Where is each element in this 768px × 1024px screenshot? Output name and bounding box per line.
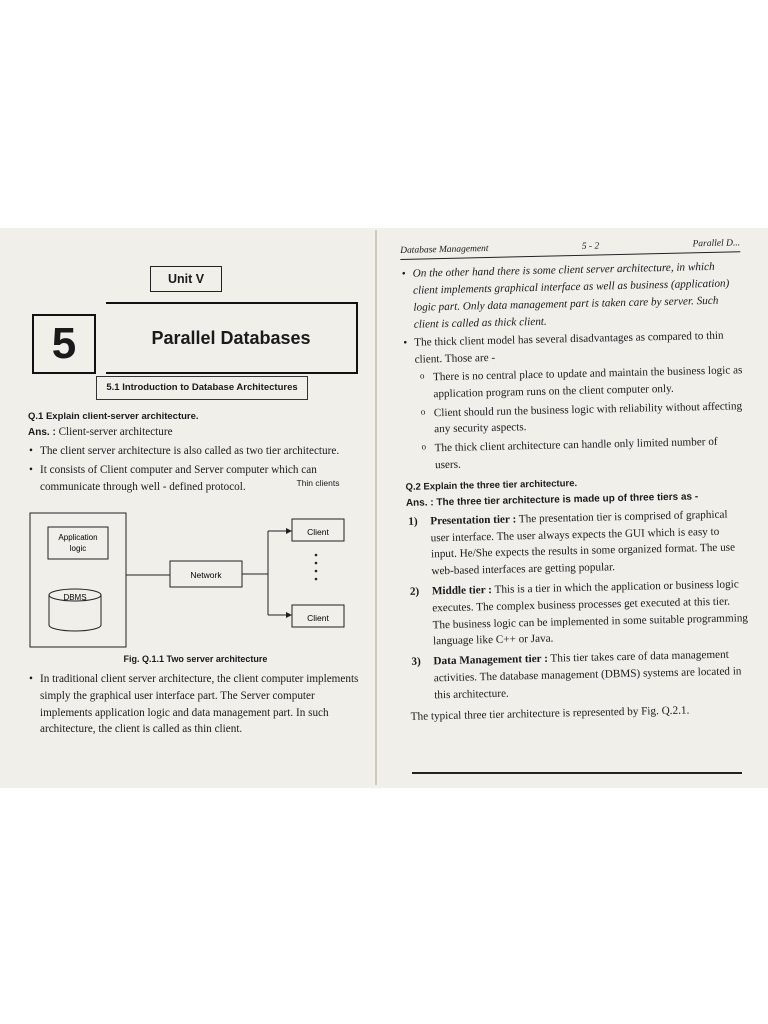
list-item xyxy=(414,328,745,475)
tier-list xyxy=(406,506,750,704)
diagram-graphic xyxy=(28,501,363,651)
list-item: • In traditional client server architecture, the client computer implements simply the graphical user interface part. The Server computer implements application logic and data management part. In such architecture, the client is called as thin client. xyxy=(40,671,363,738)
thin-clients-label: Thin clients xyxy=(296,478,340,489)
app-logic-label-2: logic xyxy=(69,544,87,554)
chapter-title: Parallel Databases xyxy=(106,302,358,374)
header-page-number: 5 - 2 xyxy=(581,241,600,252)
left-content xyxy=(28,410,363,740)
list-item: • The client server architecture is also called as two tier architecture. xyxy=(40,443,363,460)
figure-caption: Fig. Q.1.1 Two server architecture xyxy=(123,654,268,665)
network-label: Network xyxy=(190,570,222,581)
client-top-label: Client xyxy=(307,527,329,538)
tier-item xyxy=(411,646,750,704)
section-heading: 5.1 Introduction to Database Architectures xyxy=(96,376,308,400)
answer-prefix: Ans. : xyxy=(28,427,56,439)
right-page xyxy=(400,236,751,725)
footer-rule xyxy=(412,772,742,774)
tier-text: This tier takes care of data management activities. The database management (DBMS) systems are located in this architecture. xyxy=(433,648,742,702)
bullet-list-2 xyxy=(28,671,363,738)
dbms-label: DBMS xyxy=(63,593,87,603)
header-chapter: Parallel D... xyxy=(692,238,741,250)
tier-name: Data Management tier : xyxy=(433,652,549,668)
app-logic-label-1: Application xyxy=(58,533,98,543)
tier-item xyxy=(409,576,749,650)
tier-number: 3) xyxy=(411,655,421,669)
question-2: Q.2 Explain the three tier architecture. xyxy=(405,477,578,493)
bullet-list xyxy=(401,259,746,475)
answer-title: Client-server architecture xyxy=(58,426,173,439)
app-logic-box xyxy=(48,527,108,559)
answer-prefix: Ans. : xyxy=(405,497,434,509)
sub-list-item: o There is no central place to update and maintain the business logic as application program runs on the client computer only. xyxy=(433,362,744,403)
tier-number: 1) xyxy=(408,515,418,528)
sub-list xyxy=(415,362,745,474)
chapter-number: 5 xyxy=(32,314,96,374)
sub-list-item: o The thick client architecture can handle only limited number of users. xyxy=(434,433,745,474)
book-spine xyxy=(375,230,377,785)
question-1: Q.1 Explain client-server architecture. xyxy=(28,411,199,422)
sub-list-item: o Client should run the business logic with reliability without affecting any security aspects. xyxy=(434,398,745,439)
dbms-bottom xyxy=(49,625,101,631)
unit-label: Unit V xyxy=(150,266,222,292)
closing-line: The typical three tier architecture is represented by Fig. Q.2.1. xyxy=(410,704,690,723)
tier-name: Presentation tier : xyxy=(430,513,517,528)
list-item: • On the other hand there is some client server architecture, in which client implements graphical interface as well as business (application) logic part. Only data management part is taken care by server. Such client is called as thick client. xyxy=(413,259,742,334)
answer-text: The three tier architecture is made up of three tiers as - xyxy=(436,491,699,509)
tier-name: Middle tier : xyxy=(431,584,493,598)
tier-item xyxy=(408,506,747,580)
tier-number: 2) xyxy=(409,585,420,598)
tier-text: This is a tier in which the application or business logic executes. The complex business processes get executed at this tier. The business logic can be implemented in some suitable programming language like C++ or Java. xyxy=(432,578,749,648)
list-item-text: The thick client model has several disadvantages as compared to thin client. Those are - xyxy=(414,330,724,366)
header-book-title: Database Management xyxy=(400,243,489,256)
answer-heading xyxy=(28,424,363,441)
tier-text: The presentation tier is comprised of graphical user interface. The user always expects the GUI which is easy to input. He/She expects the results in some organized format. The use web-based interfaces are getting popular. xyxy=(430,508,736,578)
list-item: • It consists of Client computer and Server computer which can communicate through well - defined protocol. xyxy=(40,462,363,496)
client-bottom-label: Client xyxy=(307,613,329,624)
